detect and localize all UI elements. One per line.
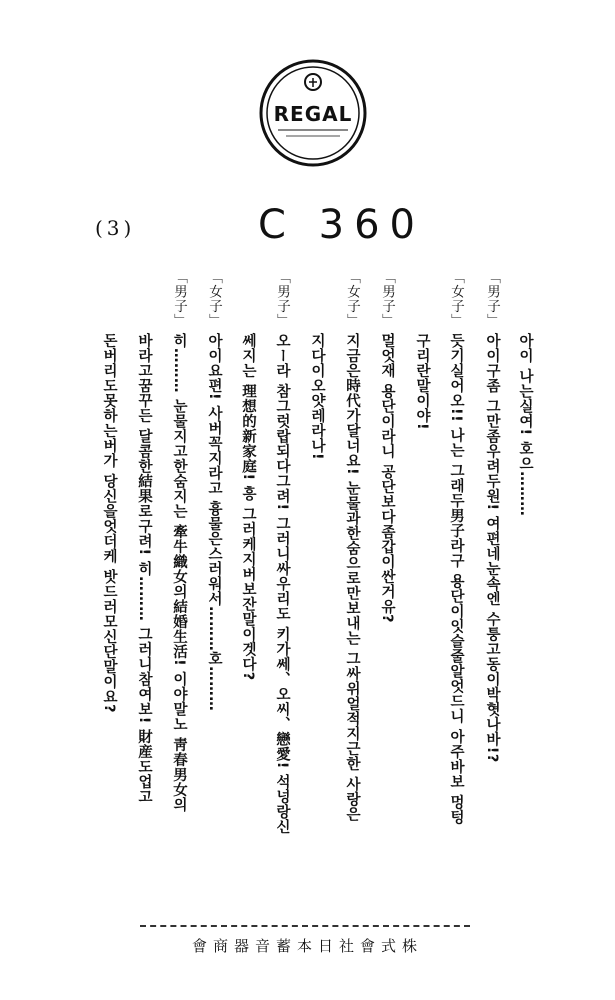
speaker-label: 「女子」 (206, 270, 222, 328)
dialogue-line: 듯기실어오!! 나는 그래두男子라구 용단이잇슬줄알엇드니 아주바보 멍텅 (448, 333, 464, 825)
dialogue-line: 오ー라 참그럿랍되다그려! 그러니싸우리도 키가쎄、오씨、戀愛! 석넝랑신 (274, 333, 290, 835)
dialogue-line: 멀엇재 용단이라니 공단보다좀갑이싼거유? (379, 333, 395, 624)
footer-divider (140, 925, 470, 927)
page-number: (3) (95, 216, 136, 240)
dialogue-line: 아이 나는실여! 호으……… (517, 333, 533, 517)
dialogue-line: 지금은時代가달너요! 눈물과한숨으로만보내는 그싸위얼적지근한 사랑은 (344, 333, 360, 822)
speaker-label: 「女子」 (344, 270, 360, 328)
speaker-label: 「女子」 (448, 270, 464, 328)
dialogue-line: 히……… 눈물지고한숨지는 牽牛織女의結婚生活! 이야말노 靑春男女의 (171, 333, 187, 813)
dialogue-line: 바라고꿈꾸든 달콤한結果로구려! 히……… 그러니참여보! 財産도업고 (136, 333, 152, 805)
speaker-label: 「男子」 (274, 270, 290, 328)
speaker-label: 「男子」 (484, 270, 500, 328)
dialogue-line: 지다이오얏레라나! (309, 333, 325, 461)
speaker-label: 「男子」 (379, 270, 395, 328)
publisher-name: 會商器音蓄本日社會式株 (191, 937, 423, 955)
logo-text: REGAL (273, 102, 353, 126)
dialogue-line: 아이구좀 그만좀우려두원! 여편네눈속엔 수퉁고동이박혓나바!? (484, 333, 500, 763)
speaker-label: 「男子」 (171, 270, 187, 328)
dialogue-line: 아이요편! 사버꼭지라고 흉물은스러워서………호……… (206, 333, 222, 712)
dialogue-line: 돈버리도못하는버가 당신을엇더케 밧드러모신단말이요? (101, 333, 117, 714)
dialogue-line: 구리란말이야! (414, 333, 430, 431)
dialogue-line: 쎄지는 理想的新家庭! 흥 그러케지버보잔말이겟다? (240, 333, 256, 681)
regal-logo (258, 58, 368, 168)
catalog-number: C 360 (258, 202, 425, 248)
